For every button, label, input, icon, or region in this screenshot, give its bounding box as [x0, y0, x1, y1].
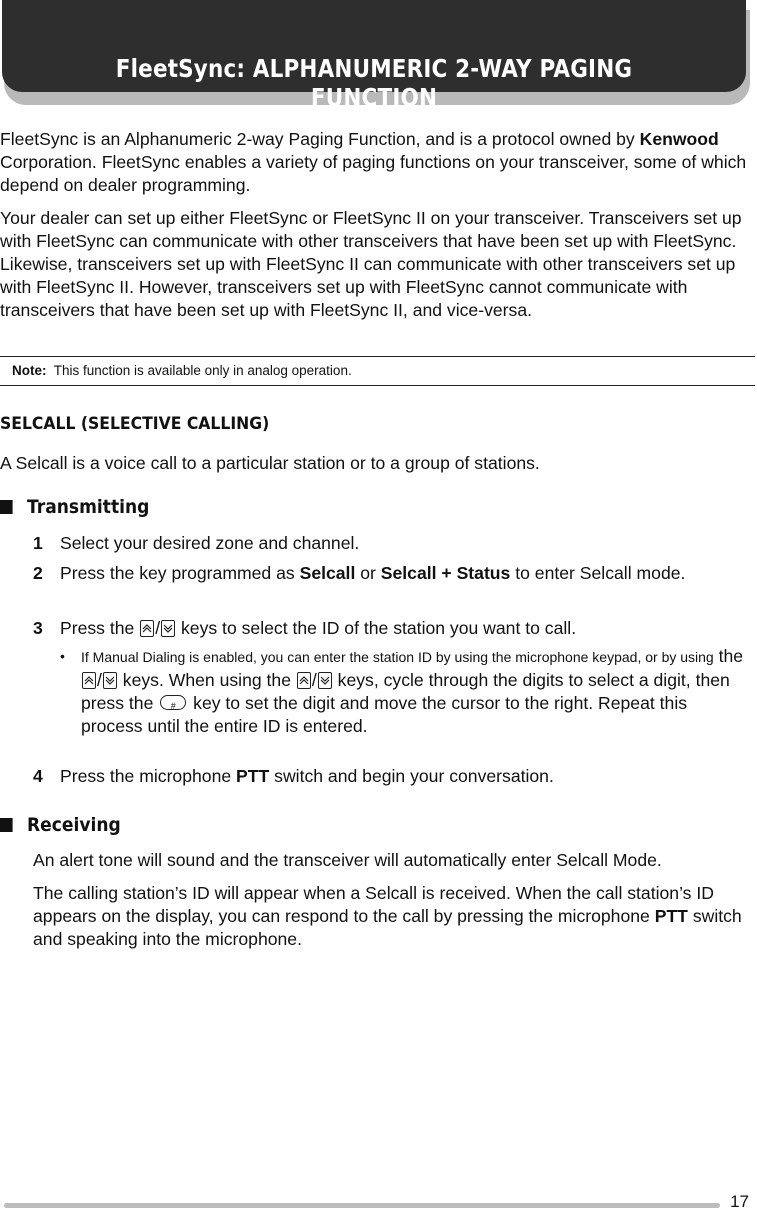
step-number: 1 — [33, 533, 43, 553]
step-text-pre: Press the key programmed as — [60, 563, 300, 583]
step-text-pre: Press the — [60, 618, 140, 638]
selcall-heading: SELCALL (SELECTIVE CALLING) — [0, 414, 270, 434]
step-number: 4 — [33, 766, 43, 786]
page-title: FleetSync: ALPHANUMERIC 2-WAY PAGING FUNCTION — [115, 54, 633, 112]
note-box — [0, 356, 755, 386]
receiving-paragraph-2 — [33, 882, 755, 951]
ptt-label: PTT — [236, 766, 270, 786]
page-number: 17 — [730, 1192, 749, 1211]
intro-paragraph-1 — [0, 128, 757, 197]
transmitting-heading-text: Transmitting — [27, 496, 150, 518]
step-number: 3 — [33, 618, 43, 638]
ptt-label: PTT — [654, 906, 688, 926]
step-text-pre: Press the microphone — [60, 766, 237, 786]
intro-section — [0, 128, 757, 332]
step-text: Select your desired zone and channel. — [60, 533, 360, 553]
transmitting-heading — [0, 496, 149, 518]
up-key-icon — [297, 672, 311, 689]
header-banner — [2, 0, 746, 112]
bullet-text — [81, 645, 751, 738]
step-text — [60, 562, 750, 585]
receiving-text-post: switch and speaking into the microphone. — [33, 906, 742, 949]
down-key-icon — [161, 620, 175, 637]
step-number: 2 — [33, 563, 43, 583]
intro-paragraph-2: Your dealer can set up either FleetSync or FleetSync II on your transceiver. Transceivers set up with FleetSync can communicate with other transceivers that have been set up with FleetSync. Likewise, transceivers set up with FleetSync II can communicate with other transceivers set up with FleetSync II. However, transceivers set up with FleetSync cannot communicate with transceivers that have been set up with FleetSync II, and vice-versa. — [0, 208, 742, 320]
key-separator: / — [97, 670, 102, 690]
key-separator: / — [155, 618, 161, 638]
step-text-post: keys to select the ID of the station you want to call. — [176, 618, 577, 638]
up-key-icon — [82, 672, 96, 689]
square-bullet-icon — [0, 818, 13, 832]
pound-key-icon — [160, 695, 186, 710]
down-key-icon — [103, 672, 117, 689]
pound-key-label: # — [170, 701, 176, 711]
selcall-status-key-label: Selcall + Status — [380, 563, 511, 583]
receiving-paragraph-1: An alert tone will sound and the transceiver will automatically enter Selcall Mode. — [33, 850, 662, 870]
down-key-icon — [318, 672, 332, 689]
key-separator: / — [311, 670, 317, 690]
intro-text-b: Corporation. FleetSync enables a variety of paging functions on your transceiver, some of which depend on dealer programming. — [0, 152, 747, 195]
bullet-dot: • — [60, 648, 65, 664]
receiving-section — [0, 849, 755, 961]
receiving-heading-text: Receiving — [27, 814, 121, 836]
bullet-text-the: the — [713, 646, 744, 666]
footer-bar — [4, 1203, 720, 1208]
step-text-mid: or — [355, 563, 381, 583]
note-text: This function is available only in analog operation. — [53, 363, 352, 378]
selcall-key-label: Selcall — [299, 563, 356, 583]
step-text-post: switch and begin your conversation. — [269, 766, 554, 786]
square-bullet-icon — [0, 500, 13, 514]
step-text-post: to enter Selcall mode. — [510, 563, 686, 583]
receiving-text-pre: The calling station’s ID will appear when a Selcall is received. When the call station’s ID appears on the display, you can respond to the call by pressing the microphone — [33, 883, 714, 926]
note-label: Note: — [12, 363, 47, 378]
bullet-small-text: If Manual Dialing is enabled, you can enter the station ID by using the microphone keypad, or by using — [81, 649, 714, 665]
bullet-text-mid: keys. When using the — [117, 670, 296, 690]
bullet-text-post2: key to set the digit and move the cursor to the right. Repeat this process until the entire ID is entered. — [81, 693, 688, 736]
step-text — [60, 765, 750, 788]
selcall-description: A Selcall is a voice call to a particular station or to a group of stations. — [0, 453, 540, 473]
bullet-text-post1: keys, cycle through the digits to select a digit, then press the — [81, 670, 730, 713]
receiving-heading — [0, 814, 121, 836]
intro-text-a: FleetSync is an Alphanumeric 2-way Paging Function, and is a protocol owned by — [0, 129, 640, 149]
brand-name: Kenwood — [639, 129, 719, 149]
step-text — [60, 617, 750, 640]
up-key-icon — [140, 620, 154, 637]
